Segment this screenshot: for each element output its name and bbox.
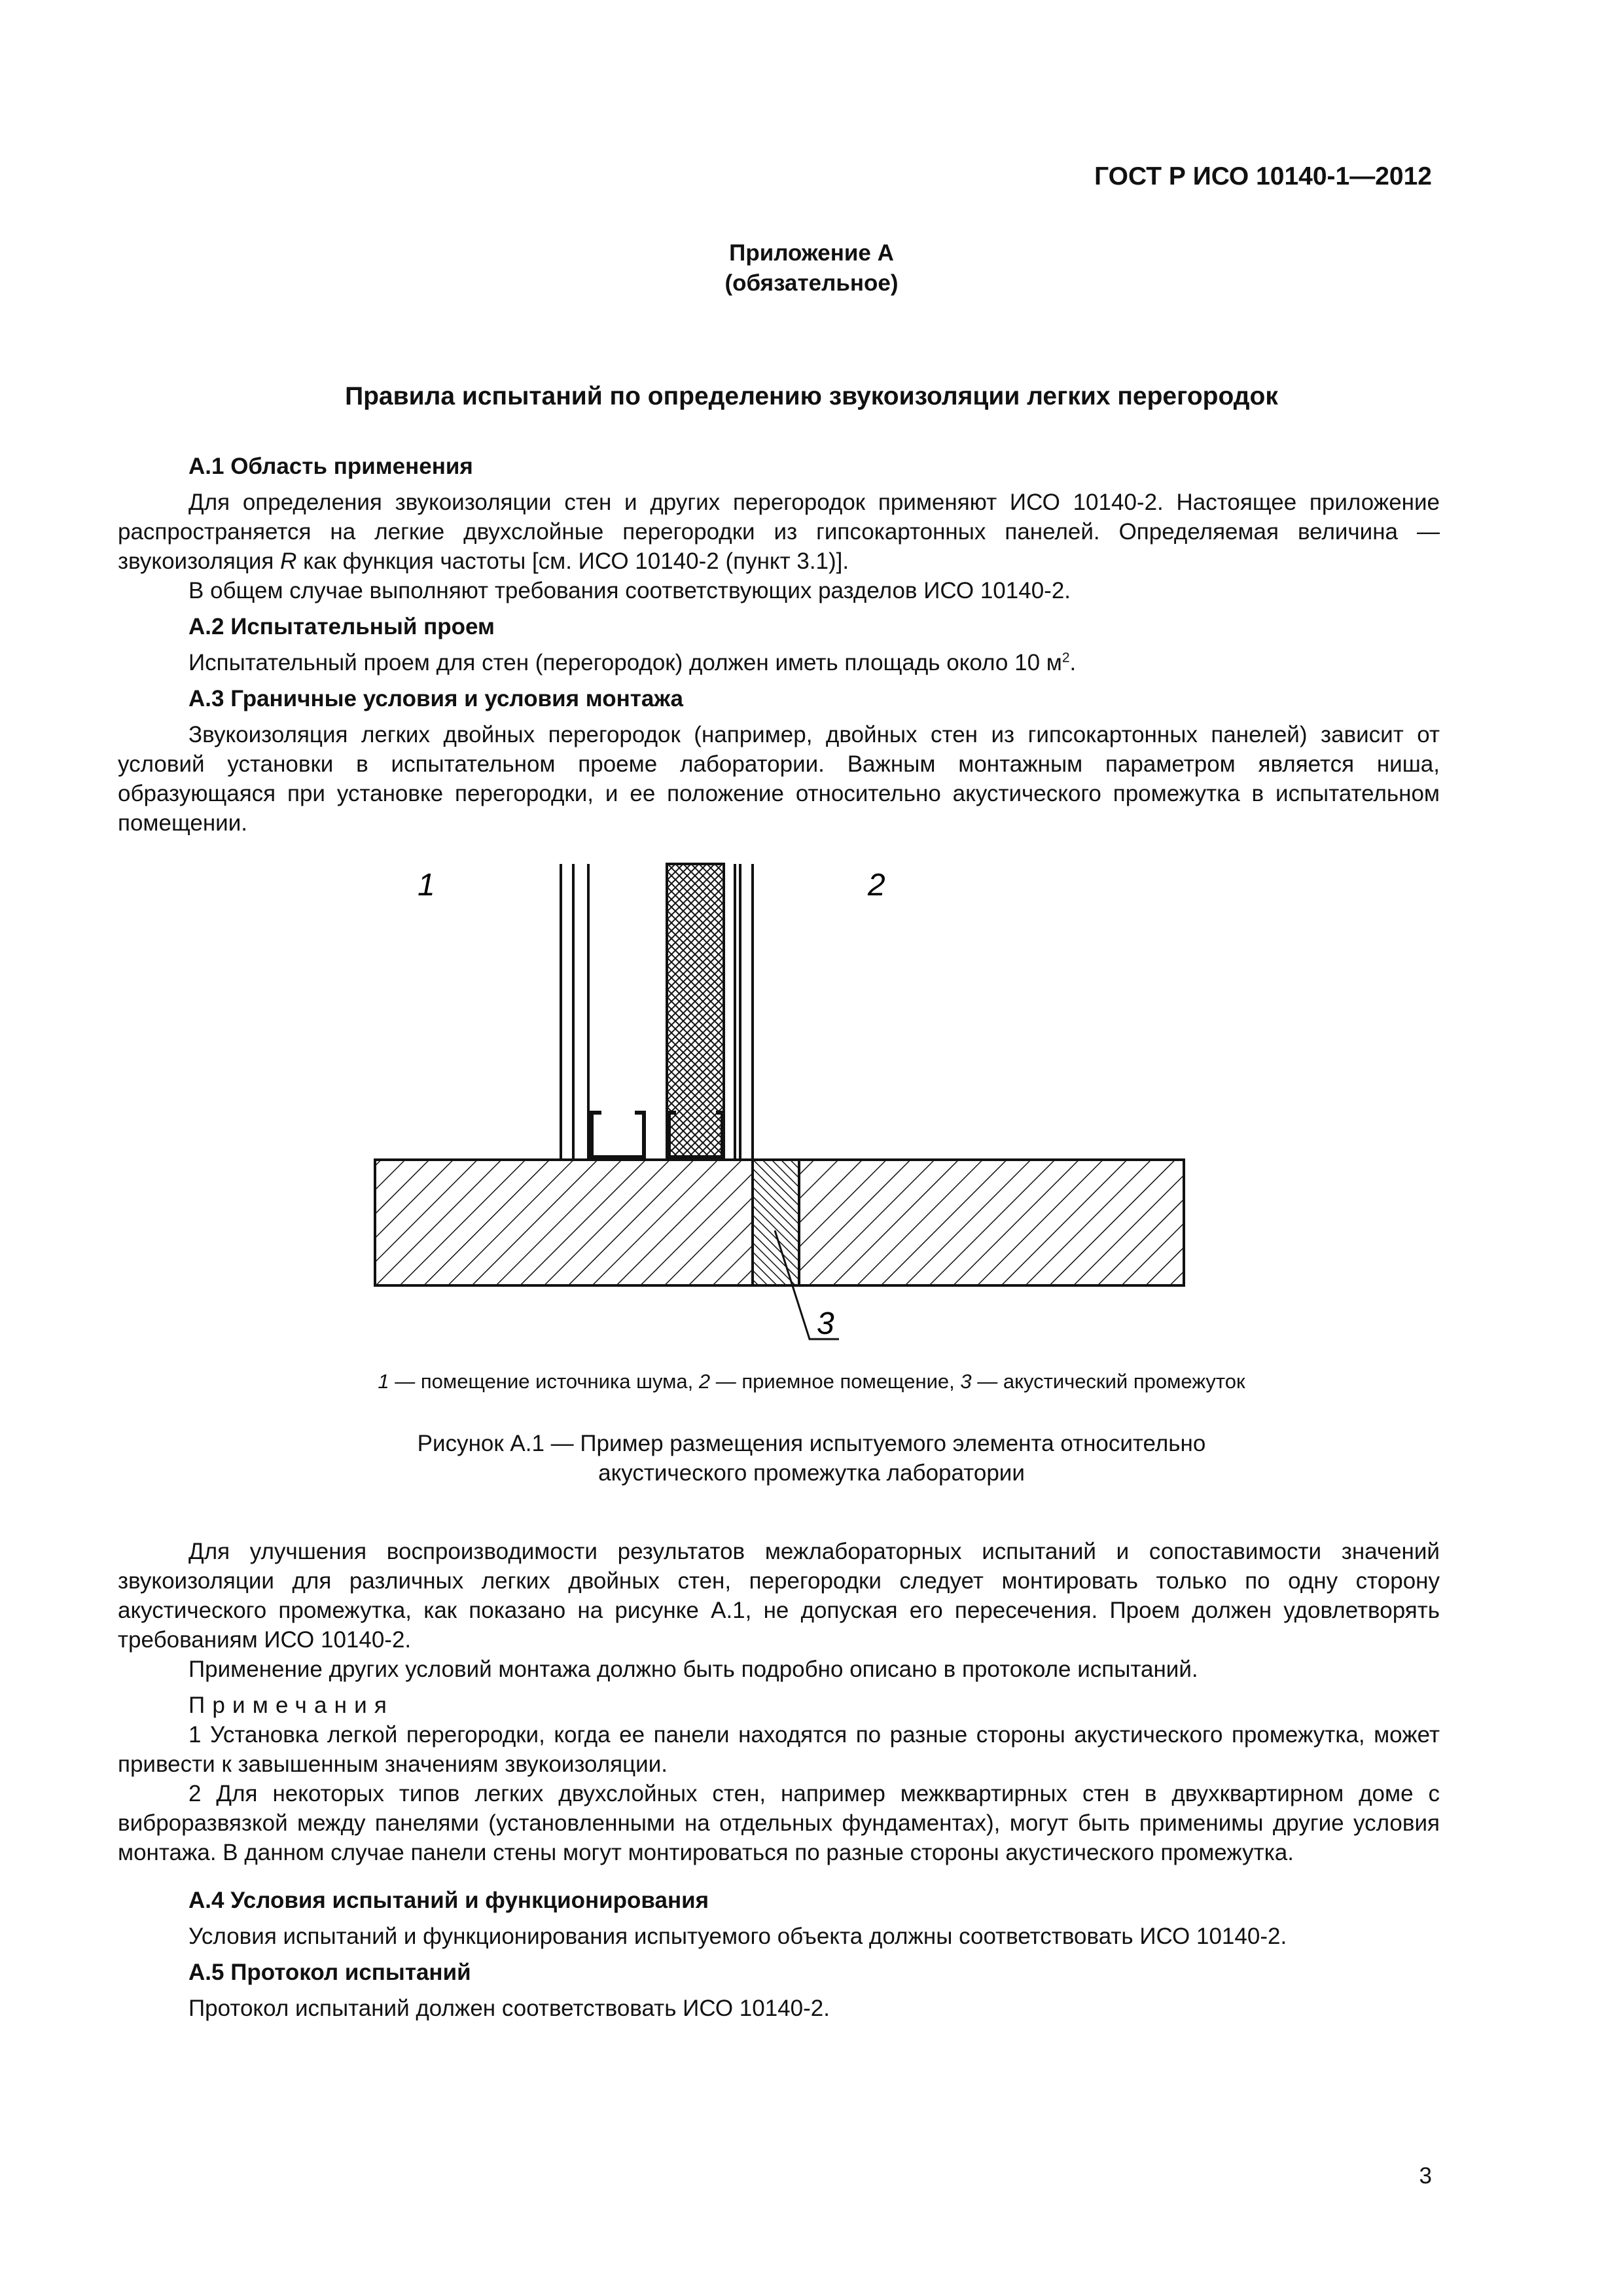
- section-a4-paragraph: Условия испытаний и функционирования испытуемого объекта должны соответствовать ИСО 10140-2.: [188, 1924, 1287, 1949]
- section-a1-paragraph-2: В общем случае выполняют требования соответствующих разделов ИСО 10140-2.: [188, 578, 1071, 603]
- section-a1-text-tail: как функция частоты [см. ИСО 10140-2 (пункт 3.1)].: [296, 548, 849, 574]
- variable-r: R: [280, 548, 297, 574]
- section-a1-text: Для определения звукоизоляции стен и других перегородок применяют ИСО 10140-2. Настоящее приложение распространяется на легкие двухслойные перегородки из гипсокартонных панелей. Определяемая величина — звукоизоляция: [118, 490, 1440, 574]
- superscript: 2: [1061, 650, 1070, 666]
- label-receiving-room: 2: [868, 868, 885, 903]
- figure-caption-line-2: акустического промежутка лаборатории: [598, 1460, 1025, 1486]
- legend-text-3: — акустический промежуток: [971, 1370, 1245, 1393]
- section-a2-text-tail: .: [1069, 650, 1077, 675]
- section-a3-paragraph: Звукоизоляция легких двойных перегородок (например, двойных стен из гипсокартонных панелей) зависит от условий установки в испытательном проеме лаборатории. Важным монтажным параметром является ниша, образующаяся при установке перегородки, и ее положение относительно акустического промежутка в испытательном помещении.: [118, 722, 1440, 836]
- section-a3-heading: А.3 Граничные условия и условия монтажа: [188, 686, 684, 711]
- section-a2-text: Испытательный проем для стен (перегородок) должен иметь площадь около 10 м: [188, 650, 1062, 675]
- note-1: 1 Установка легкой перегородки, когда ее панели находятся по разные стороны акустического промежутка, может привести к завышенным значениям звукоизоляции.: [118, 1722, 1440, 1777]
- figure-legend: [0, 1370, 1623, 1393]
- section-a4-heading: А.4 Условия испытаний и функционирования: [188, 1888, 709, 1913]
- insulation-layer: [667, 864, 724, 1160]
- section-a5-paragraph: Протокол испытаний должен соответствовать ИСО 10140-2.: [188, 1996, 830, 2021]
- section-a5-heading: А.5 Протокол испытаний: [188, 1960, 471, 1985]
- section-a1-heading: А.1 Область применения: [188, 454, 473, 479]
- legend-number-1: 1: [378, 1370, 389, 1393]
- legend-text-1: — помещение источника шума,: [389, 1370, 699, 1393]
- label-source-room: 1: [418, 868, 435, 903]
- notes-label: Примечания: [188, 1693, 395, 1718]
- label-acoustic-gap: 3: [817, 1306, 834, 1341]
- after-figure-paragraph-2: Применение других условий монтажа должно быть подробно описано в протоколе испытаний.: [188, 1657, 1198, 1682]
- acoustic-gap: [753, 1160, 799, 1285]
- section-a2-heading: А.2 Испытательный проем: [188, 614, 495, 639]
- after-figure-paragraph-1: Для улучшения воспроизводимости результатов межлабораторных испытаний и сопоставимости значений звукоизоляции для различных легких двойных стен, перегородки следует монтировать только по одну сторону акустического промежутка, как показано на рисунке А.1, не допуская его пересечения. Проем должен удовлетворять требованиям ИСО 10140-2.: [118, 1539, 1440, 1653]
- lower-text-block: [118, 1537, 1440, 2023]
- figure-caption: [0, 1429, 1623, 1488]
- appendix-title: Приложение А: [729, 240, 894, 266]
- page-number: 3: [1419, 2163, 1432, 2189]
- note-2: 2 Для некоторых типов легких двухслойных стен, например межквартирных стен в двухквартирном доме с виброразвязкой между панелями (установленными на отдельных фундаментах), могут быть применимы другие условия монтажа. В данном случае панели стены могут монтироваться по разные стороны акустического промежутка.: [118, 1781, 1440, 1865]
- figure-caption-line-1: Рисунок А.1 — Пример размещения испытуемого элемента относительно: [417, 1431, 1206, 1456]
- page-title: Правила испытаний по определению звукоизоляции легких перегородок: [345, 382, 1278, 410]
- appendix-status: (обязательное): [724, 270, 899, 296]
- legend-number-3: 3: [960, 1370, 972, 1393]
- legend-number-2: 2: [698, 1370, 711, 1393]
- document-code: ГОСТ Р ИСО 10140-1—2012: [1094, 162, 1432, 190]
- legend-text-2: — приемное помещение,: [710, 1370, 961, 1393]
